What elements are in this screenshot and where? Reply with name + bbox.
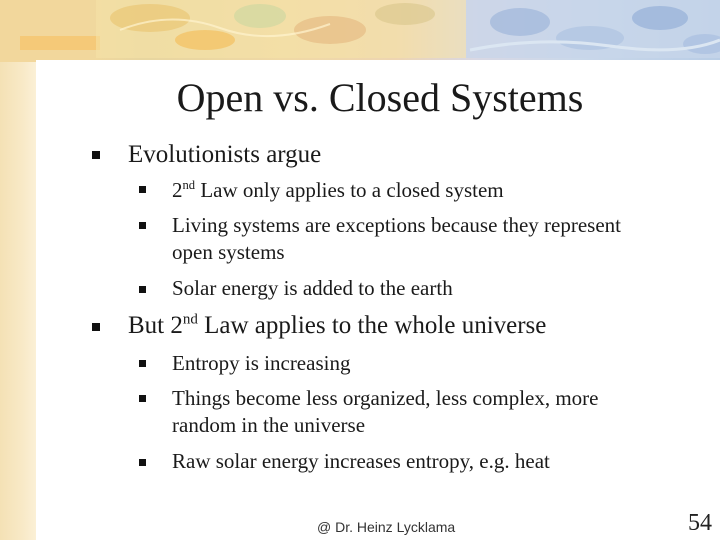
sub-bullet-marker (139, 395, 146, 402)
bullet-marker (92, 151, 100, 159)
bullet-evolutionists-argue: Evolutionists argue (128, 141, 322, 168)
sub-bullet-marker (139, 186, 146, 193)
bullet-second-law-universe: But 2nd Law applies to the whole universe (128, 311, 547, 339)
sub-bullet-solar-energy: Solar energy is added to the earth (172, 276, 453, 300)
sub-bullet-marker (139, 286, 146, 293)
sub-bullet-raw-solar: Raw solar energy increases entropy, e.g. heat (172, 449, 550, 473)
page-number: 54 (688, 510, 712, 536)
sub-bullet-living-systems: Living systems are exceptions because they represent open systems (172, 213, 622, 264)
bullet-marker (92, 323, 100, 331)
decorative-banner (0, 0, 720, 62)
slide-title: Open vs. Closed Systems (176, 75, 584, 120)
footer-credit: @ Dr. Heinz Lycklama (317, 519, 456, 535)
sub-bullet-less-organized: Things become less organized, less complex, more random in the universe (172, 386, 599, 437)
sub-bullet-closed-system: 2nd Law only applies to a closed system (172, 178, 504, 202)
sub-bullet-marker (139, 459, 146, 466)
banner-artwork (0, 0, 720, 62)
sub-bullet-entropy-increasing: Entropy is increasing (172, 351, 351, 375)
sub-bullet-marker (139, 360, 146, 367)
sub-bullet-marker (139, 222, 146, 229)
